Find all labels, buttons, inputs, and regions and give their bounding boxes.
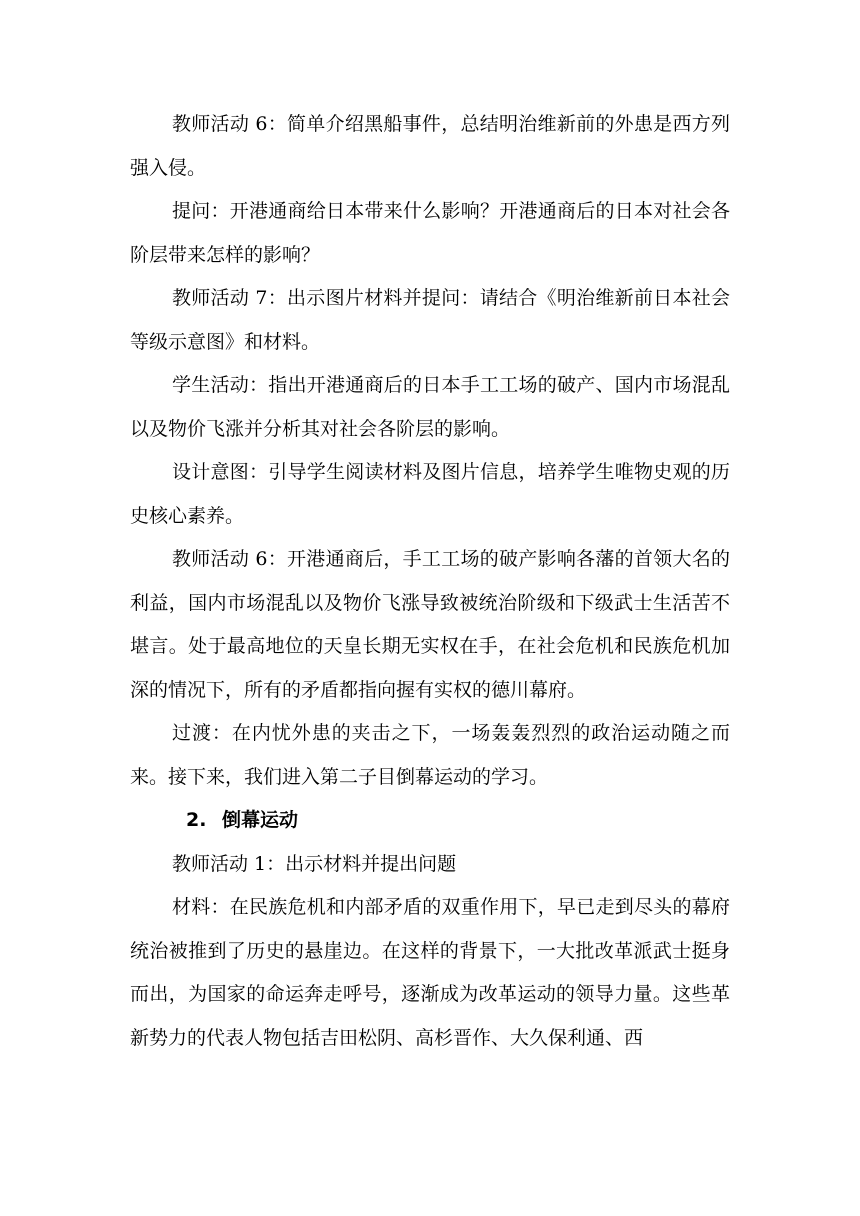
section-title: 倒幕运动 xyxy=(222,809,299,831)
paragraph-design-intent: 设计意图：引导学生阅读材料及图片信息，培养学生唯物史观的历史核心素养。 xyxy=(130,461,730,527)
paragraph-teacher-activity-1: 教师活动 1：出示材料并提出问题 xyxy=(172,852,457,875)
document-body xyxy=(130,103,730,1060)
paragraph-teacher-activity-7: 教师活动 7：出示图片材料并提问：请结合《明治维新前日本社会等级示意图》和材料。 xyxy=(130,287,730,353)
section-number: 2. xyxy=(186,809,207,831)
paragraph-teacher-activity-6-detail: 教师活动 6：开港通商后，手工工场的破产影响各藩的首领大名的利益，国内市场混乱以及物价飞涨导致被统治阶级和下级武士生活苦不堪言。处于最高地位的天皇长期无实权在手，在社会危机和民族危机加深的情况下，所有的矛盾都指向握有实权的德川幕府。 xyxy=(130,548,730,701)
paragraph-question: 提问：开港通商给日本带来什么影响？开港通商后的日本对社会各阶层带来怎样的影响？ xyxy=(130,200,730,266)
section-heading xyxy=(130,799,730,843)
paragraph-transition: 过渡：在内忧外患的夹击之下，一场轰轰烈烈的政治运动随之而来。接下来，我们进入第二子目倒幕运动的学习。 xyxy=(130,722,730,788)
paragraph-student-activity: 学生活动：指出开港通商后的日本手工工场的破产、国内市场混乱以及物价飞涨并分析其对社会各阶层的影响。 xyxy=(130,374,730,440)
paragraph-teacher-activity-6-intro: 教师活动 6：简单介绍黑船事件，总结明治维新前的外患是西方列强入侵。 xyxy=(130,113,730,179)
paragraph-material: 材料：在民族危机和内部矛盾的双重作用下，早已走到尽头的幕府统治被推到了历史的悬崖边。在这样的背景下，一大批改革派武士挺身而出，为国家的命运奔走呼号，逐渐成为改革运动的领导力量。这些革新势力的代表人物包括吉田松阴、高杉晋作、大久保利通、西 xyxy=(130,896,730,1049)
